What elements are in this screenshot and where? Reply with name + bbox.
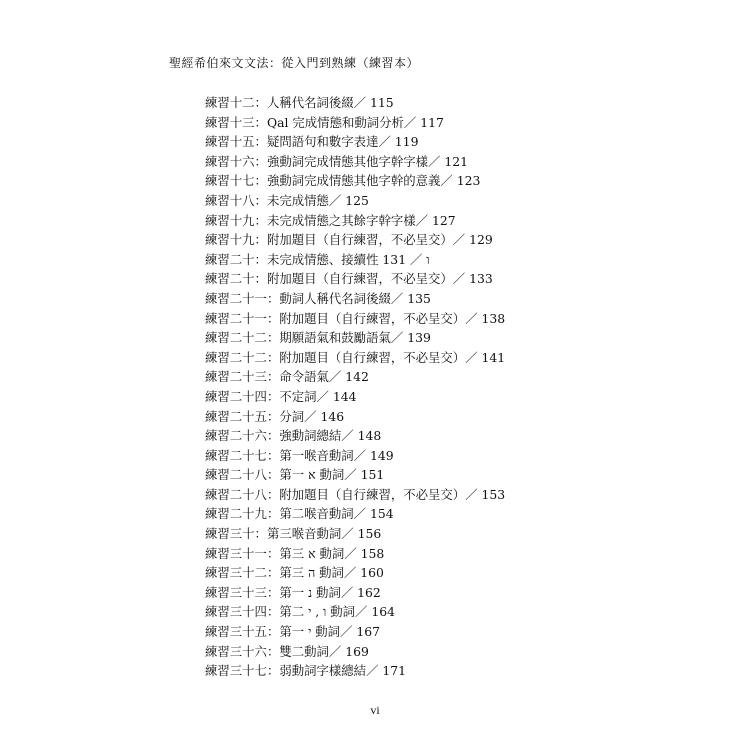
toc-entry: 練習三十七：弱動詞字樣總結／ 171 xyxy=(205,663,407,679)
toc-entry: 練習二十二：附加題目（自行練習，不必呈交）／ 141 xyxy=(205,349,506,365)
toc-entry: 練習二十九：第二喉音動詞／ 154 xyxy=(205,506,394,522)
toc-entry: 練習二十：附加題目（自行練習，不必呈交）／ 133 xyxy=(205,271,493,287)
toc-entry: 練習十二：人稱代名詞後綴／ 115 xyxy=(205,95,394,110)
toc-entry: 練習三十六：雙二動詞／ 169 xyxy=(205,643,369,659)
toc-entry: 練習二十六：強動詞總結／ 148 xyxy=(205,428,382,444)
toc-entry: 練習二十：未完成情態、接續性 ו ／ 131 xyxy=(205,251,430,267)
toc-entry: 練習十三：Qal 完成情態和動詞分析／ 117 xyxy=(205,114,444,130)
running-header: 聖經希伯來文文法：從入門到熟練（練習本） xyxy=(169,56,420,70)
toc-entry: 練習十九：附加題目（自行練習，不必呈交）／ 129 xyxy=(205,232,493,248)
toc-entry: 練習二十三：命令語氣／ 142 xyxy=(205,369,369,385)
toc-entry: 練習三十二：第三 ה 動詞／ 160 xyxy=(205,565,384,581)
toc-entry: 練習三十四：第二 ו , י 動詞／ 164 xyxy=(205,604,396,620)
toc-entry: 練習十七：強動詞完成情態其他字幹的意義／ 123 xyxy=(205,173,481,189)
toc-entry: 練習二十一：附加題目（自行練習，不必呈交）／ 138 xyxy=(205,310,506,326)
toc-entry: 練習二十七：第一喉音動詞／ 149 xyxy=(205,447,394,463)
toc-entry: 練習二十五：分詞／ 146 xyxy=(205,408,345,424)
toc-entry: 練習十八：未完成情態／ 125 xyxy=(205,192,369,208)
toc-entry: 練習十九：未完成情態之其餘字幹字樣／ 127 xyxy=(205,212,456,228)
toc-entry: 練習三十：第三喉音動詞／ 156 xyxy=(205,526,382,542)
toc-entry: 練習二十八：附加題目（自行練習，不必呈交）／ 153 xyxy=(205,486,506,502)
toc-entry: 練習二十一：動詞人稱代名詞後綴／ 135 xyxy=(205,290,431,306)
toc-entry: 練習三十三：第一 נ 動詞／ 162 xyxy=(205,584,381,600)
toc-entry: 練習三十一：第三 א 動詞／ 158 xyxy=(205,545,385,561)
toc-entry: 練習十五：疑問語句和數字表達／ 119 xyxy=(205,134,419,150)
toc-entry: 練習十六：強動詞完成情態其他字幹字樣／ 121 xyxy=(205,153,469,169)
toc-entry: 練習二十二：期願語氣和鼓勵語氣／ 139 xyxy=(205,330,431,346)
toc-entry: 練習二十四：不定詞／ 144 xyxy=(205,388,357,404)
toc-entry: 練習二十八：第一 א 動詞／ 151 xyxy=(205,467,385,483)
table-of-contents xyxy=(205,93,505,681)
page-number: vi xyxy=(370,703,380,717)
toc-entry: 練習三十五：第一 י 動詞／ 167 xyxy=(205,624,381,640)
